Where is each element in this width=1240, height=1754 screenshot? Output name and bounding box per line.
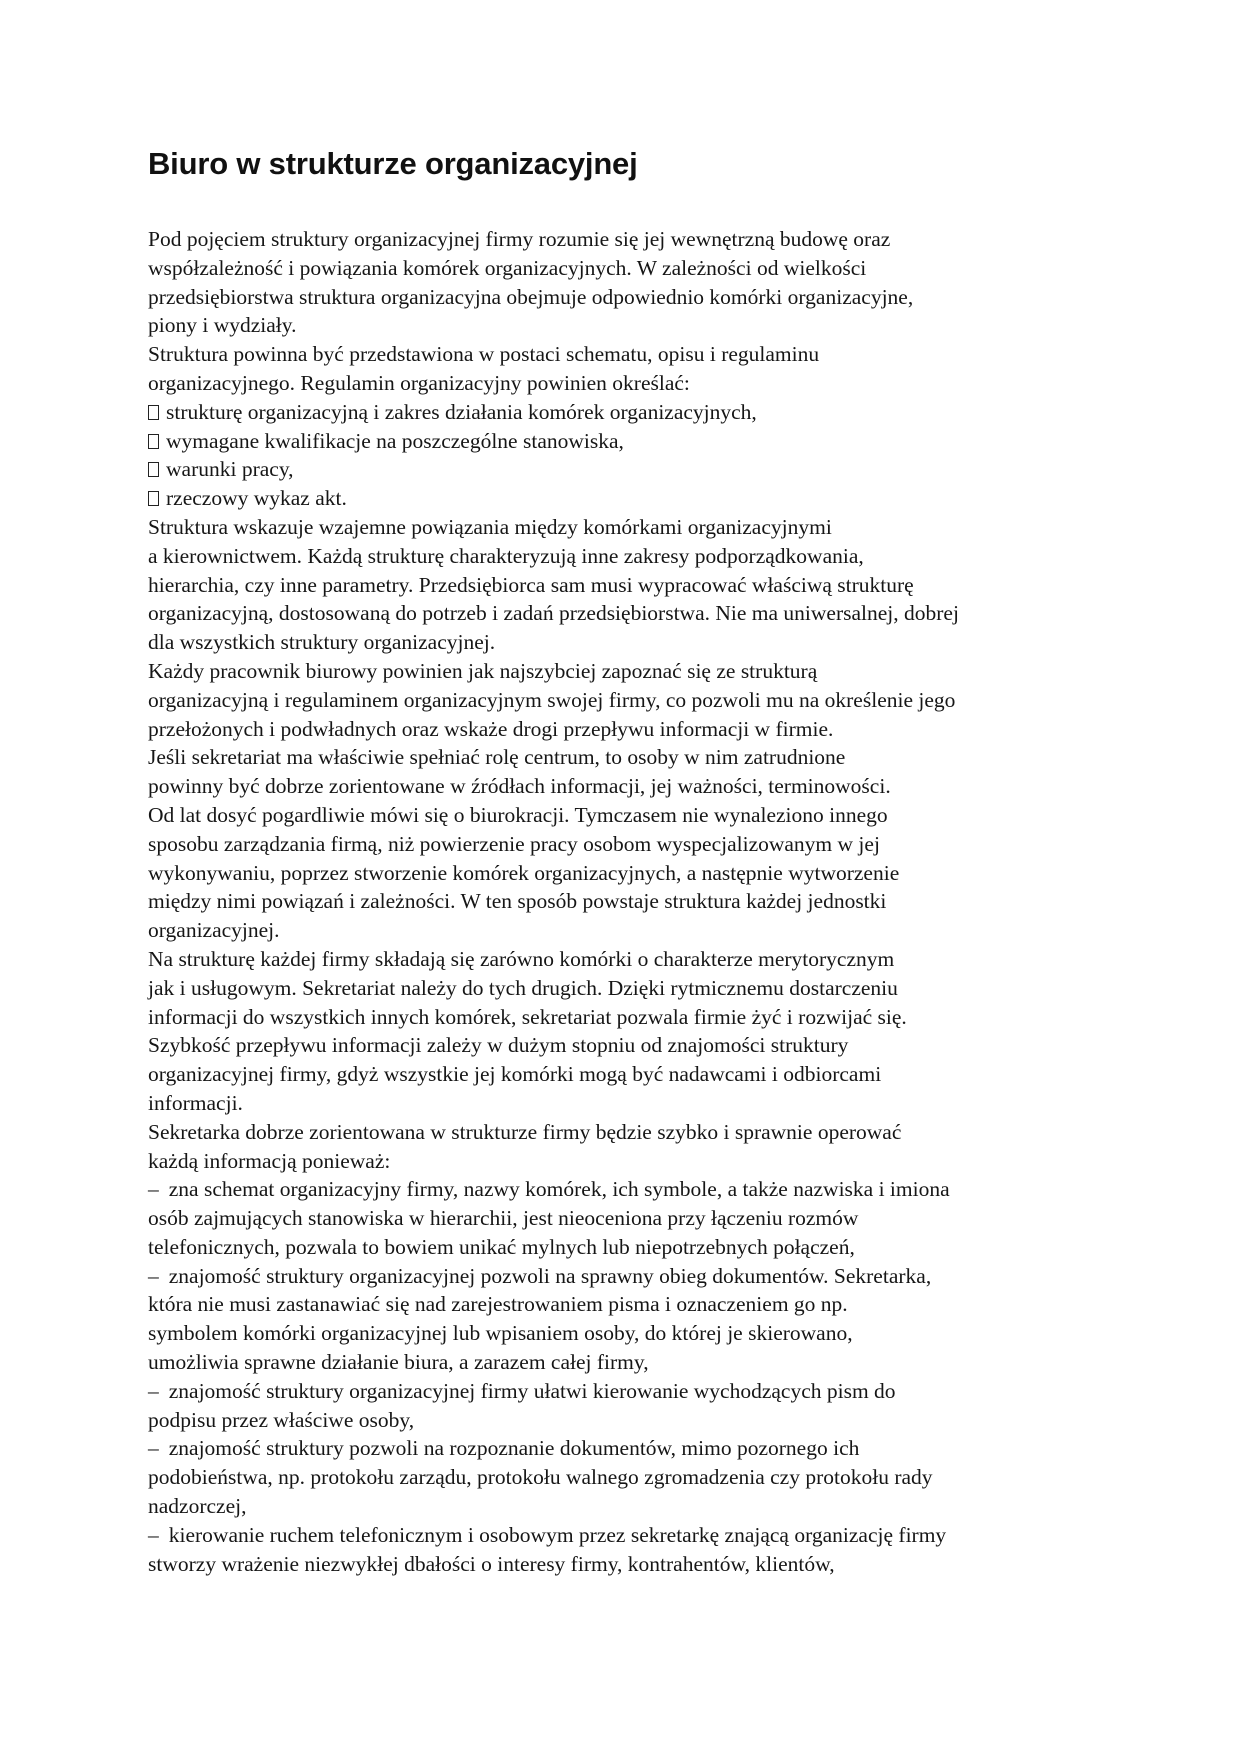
line-text: jak i usługowym. Sekretariat należy do tych drugich. Dzięki rytmicznemu dostarczeniu bbox=[148, 975, 898, 1000]
text-line bbox=[148, 1550, 1208, 1579]
line-text: stworzy wrażenie niezwykłej dbałości o interesy firmy, kontrahentów, klientów, bbox=[148, 1551, 835, 1576]
line-text: wykonywaniu, poprzez stworzenie komórek organizacyjnych, a następnie wytworzenie bbox=[148, 860, 900, 885]
line-text: warunki pracy, bbox=[166, 457, 294, 482]
page-title: Biuro w strukturze organizacyjnej bbox=[148, 146, 638, 181]
bullet-list-item bbox=[148, 427, 1208, 456]
line-text: hierarchia, czy inne parametry. Przedsiębiorca sam musi wypracować właściwą strukturę bbox=[148, 572, 914, 597]
line-text: osób zajmujących stanowiska w hierarchii, jest nieoceniona przy łączeniu rozmów bbox=[148, 1206, 859, 1231]
text-line bbox=[148, 225, 1208, 254]
text-line bbox=[148, 743, 1208, 772]
line-text: Na strukturę każdej firmy składają się zarówno komórki o charakterze merytorycznym bbox=[148, 946, 895, 971]
text-line bbox=[148, 772, 1208, 801]
line-text: między nimi powiązań i zależności. W ten sposób powstaje struktura każdej jednostki bbox=[148, 889, 887, 914]
dash-marker-icon: – bbox=[148, 1378, 159, 1403]
text-line bbox=[148, 945, 1208, 974]
line-text: informacji. bbox=[148, 1090, 243, 1115]
dash-marker-icon: – bbox=[148, 1263, 159, 1288]
text-line bbox=[148, 1031, 1208, 1060]
line-text: Sekretarka dobrze zorientowana w strukturze firmy będzie szybko i sprawnie operować bbox=[148, 1119, 902, 1144]
text-line bbox=[148, 254, 1208, 283]
text-line bbox=[148, 542, 1208, 571]
text-line bbox=[148, 1290, 1208, 1319]
line-text: każdą informacją ponieważ: bbox=[148, 1148, 391, 1173]
line-text: zna schemat organizacyjny firmy, nazwy komórek, ich symbole, a także nazwiska i imiona bbox=[168, 1177, 950, 1202]
text-line bbox=[148, 599, 1208, 628]
line-text: znajomość struktury organizacyjnej pozwoli na sprawny obieg dokumentów. Sekretarka, bbox=[168, 1263, 932, 1288]
bullet-list-item bbox=[148, 484, 1208, 513]
line-text: Struktura powinna być przedstawiona w postaci schematu, opisu i regulaminu bbox=[148, 342, 820, 367]
text-line bbox=[148, 1118, 1208, 1147]
dash-marker-icon: – bbox=[148, 1522, 159, 1547]
line-text: współzależność i powiązania komórek organizacyjnych. W zależności od wielkości bbox=[148, 255, 867, 280]
line-text: telefonicznych, pozwala to bowiem unikać mylnych lub niepotrzebnych połączeń, bbox=[148, 1234, 855, 1259]
line-text: symbolem komórki organizacyjnej lub wpisaniem osoby, do której je skierowano, bbox=[148, 1321, 853, 1346]
line-text: a kierownictwem. Każdą strukturę charakteryzują inne zakresy podporządkowania, bbox=[148, 543, 864, 568]
line-text: znajomość struktury pozwoli na rozpoznanie dokumentów, mimo pozornego ich bbox=[168, 1436, 860, 1461]
line-text: organizacyjnego. Regulamin organizacyjny powinien określać: bbox=[148, 370, 690, 395]
line-text: strukturę organizacyjną i zakres działania komórek organizacyjnych, bbox=[166, 399, 757, 424]
line-text: nadzorczej, bbox=[148, 1494, 247, 1519]
dash-marker-icon: – bbox=[148, 1177, 159, 1202]
line-text: podobieństwa, np. protokołu zarządu, protokołu walnego zgromadzenia czy protokołu rady bbox=[148, 1465, 933, 1490]
text-line bbox=[148, 340, 1208, 369]
dash-list-item bbox=[148, 1262, 1208, 1291]
line-text: podpisu przez właściwe osoby, bbox=[148, 1407, 415, 1432]
text-line bbox=[148, 1348, 1208, 1377]
text-line bbox=[148, 311, 1208, 340]
text-line bbox=[148, 1492, 1208, 1521]
line-text: Struktura wskazuje wzajemne powiązania między komórkami organizacyjnymi bbox=[148, 514, 832, 539]
dash-marker-icon: – bbox=[148, 1436, 159, 1461]
dash-list-item bbox=[148, 1377, 1208, 1406]
text-line bbox=[148, 830, 1208, 859]
line-text: przedsiębiorstwa struktura organizacyjna obejmuje odpowiednio komórki organizacyjne, bbox=[148, 284, 914, 309]
line-text: powinny być dobrze zorientowane w źródłach informacji, jej ważności, terminowości. bbox=[148, 774, 891, 799]
bullet-list-item bbox=[148, 455, 1208, 484]
text-line bbox=[148, 1233, 1208, 1262]
text-line bbox=[148, 1406, 1208, 1435]
text-line bbox=[148, 801, 1208, 830]
text-line bbox=[148, 715, 1208, 744]
line-text: sposobu zarządzania firmą, niż powierzenie pracy osobom wyspecjalizowanym w jej bbox=[148, 831, 880, 856]
dash-list-item bbox=[148, 1434, 1208, 1463]
line-text: umożliwia sprawne działanie biura, a zarazem całej firmy, bbox=[148, 1350, 649, 1375]
line-text: znajomość struktury organizacyjnej firmy ułatwi kierowanie wychodzących pism do bbox=[168, 1378, 896, 1403]
bullet-box-icon bbox=[148, 434, 159, 449]
line-text: wymagane kwalifikacje na poszczególne stanowiska, bbox=[166, 428, 624, 453]
text-line bbox=[148, 1147, 1208, 1176]
line-text: dla wszystkich struktury organizacyjnej. bbox=[148, 630, 496, 655]
text-line bbox=[148, 283, 1208, 312]
line-text: Pod pojęciem struktury organizacyjnej firmy rozumie się jej wewnętrzną budowę oraz bbox=[148, 227, 891, 251]
line-text: przełożonych i podwładnych oraz wskaże drogi przepływu informacji w firmie. bbox=[148, 716, 834, 741]
line-text: organizacyjną i regulaminem organizacyjnym swojej firmy, co pozwoli mu na określenie jego bbox=[148, 687, 956, 712]
line-text: organizacyjnej. bbox=[148, 918, 280, 943]
text-line bbox=[148, 1003, 1208, 1032]
text-line bbox=[148, 369, 1208, 398]
text-line bbox=[148, 1463, 1208, 1492]
text-line bbox=[148, 887, 1208, 916]
bullet-box-icon bbox=[148, 462, 159, 477]
text-line bbox=[148, 1060, 1208, 1089]
dash-list-item bbox=[148, 1521, 1208, 1550]
line-text: Od lat dosyć pogardliwie mówi się o biurokracji. Tymczasem nie wynaleziono innego bbox=[148, 802, 888, 827]
text-line bbox=[148, 571, 1208, 600]
line-text: kierowanie ruchem telefonicznym i osobowym przez sekretarkę znającą organizację firmy bbox=[168, 1522, 947, 1547]
bullet-box-icon bbox=[148, 491, 159, 506]
dash-list-item bbox=[148, 1175, 1208, 1204]
text-line bbox=[148, 657, 1208, 686]
line-text: piony i wydziały. bbox=[148, 313, 297, 338]
line-text: Jeśli sekretariat ma właściwie spełniać rolę centrum, to osoby w nim zatrudnione bbox=[148, 745, 846, 770]
text-line bbox=[148, 628, 1208, 657]
line-text: informacji do wszystkich innych komórek, sekretariat pozwala firmie żyć i rozwijać się. bbox=[148, 1004, 907, 1029]
bullet-list-item bbox=[148, 398, 1208, 427]
text-line bbox=[148, 974, 1208, 1003]
line-text: która nie musi zastanawiać się nad zarejestrowaniem pisma i oznaczeniem go np. bbox=[148, 1292, 848, 1317]
text-line bbox=[148, 513, 1208, 542]
text-line bbox=[148, 1089, 1208, 1118]
text-line bbox=[148, 686, 1208, 715]
line-text: Każdy pracownik biurowy powinien jak najszybciej zapoznać się ze strukturą bbox=[148, 658, 818, 683]
line-text: rzeczowy wykaz akt. bbox=[166, 486, 347, 511]
line-text: Szybkość przepływu informacji zależy w dużym stopniu od znajomości struktury bbox=[148, 1033, 849, 1058]
text-line bbox=[148, 1319, 1208, 1348]
text-line bbox=[148, 916, 1208, 945]
document-body bbox=[148, 225, 1208, 1578]
bullet-box-icon bbox=[148, 405, 159, 420]
line-text: organizacyjnej firmy, gdyż wszystkie jej komórki mogą być nadawcami i odbiorcami bbox=[148, 1062, 882, 1087]
text-line bbox=[148, 859, 1208, 888]
line-text: organizacyjną, dostosowaną do potrzeb i zadań przedsiębiorstwa. Nie ma uniwersalnej, dobrej bbox=[148, 601, 959, 626]
text-line bbox=[148, 1204, 1208, 1233]
